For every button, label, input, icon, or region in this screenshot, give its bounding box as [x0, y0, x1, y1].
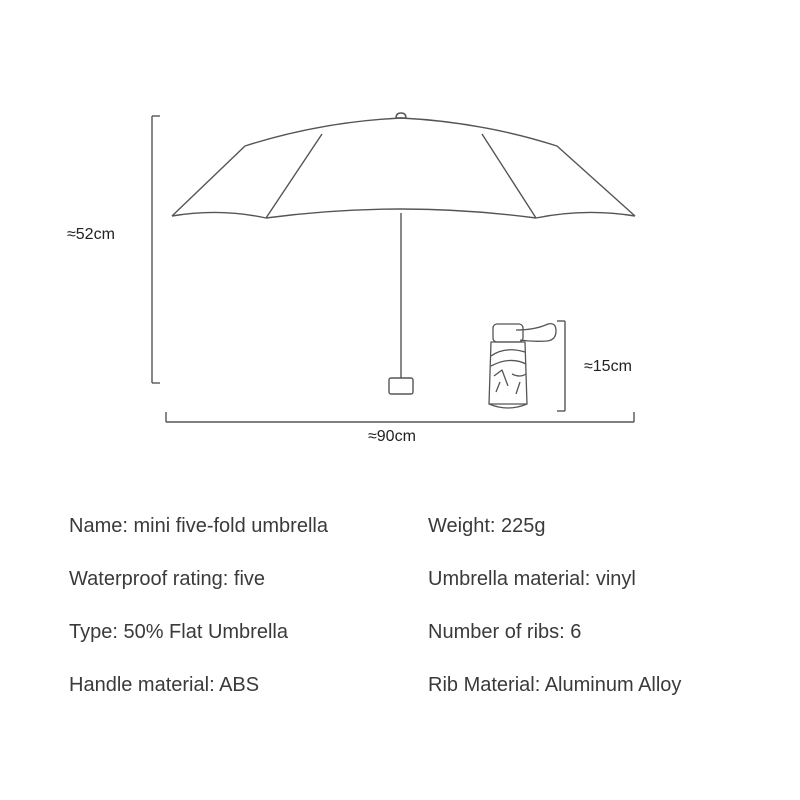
- spec-name: Name: mini five-fold umbrella: [69, 515, 328, 537]
- width-dimension-line: [166, 412, 634, 422]
- spec-handle-material: Handle material: ABS: [69, 674, 260, 696]
- folded-height-label: ≈15cm: [584, 358, 632, 375]
- spec-rib-material: Rib Material: Aluminum Alloy: [428, 674, 682, 696]
- spec-type: Type: 50% Flat Umbrella: [69, 621, 288, 643]
- height-label: ≈52cm: [67, 226, 115, 243]
- spec-weight: Weight: 225g: [428, 515, 546, 537]
- spec-umbrella-material: Umbrella material: vinyl: [428, 568, 636, 590]
- width-label: ≈90cm: [368, 428, 416, 445]
- spec-waterproof: Waterproof rating: five: [69, 568, 266, 590]
- spec-ribs: Number of ribs: 6: [428, 621, 582, 643]
- height-dimension-line: [152, 116, 160, 383]
- folded-dimension-line: [557, 321, 565, 411]
- folded-umbrella-icon: [489, 324, 556, 408]
